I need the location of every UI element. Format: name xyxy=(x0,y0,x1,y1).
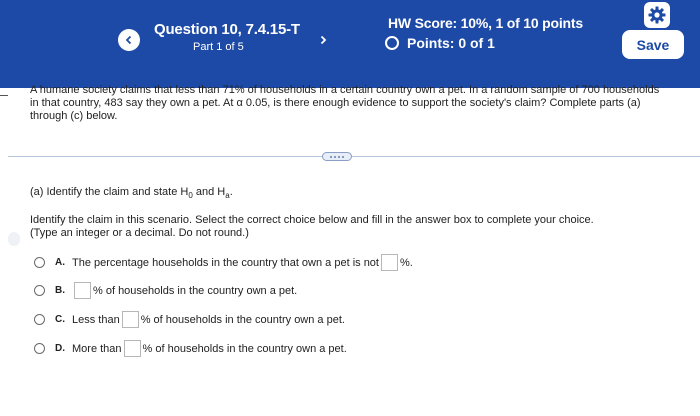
choice-c-text-after: % of households in the country own a pet. xyxy=(140,313,345,326)
next-question-button[interactable] xyxy=(312,29,334,51)
expand-more-button[interactable] xyxy=(322,152,352,161)
settings-button[interactable] xyxy=(644,2,670,28)
choice-a-text: The percentage households in the country that own a pet is not xyxy=(72,256,379,269)
choice-a-radio[interactable] xyxy=(34,257,45,268)
save-button[interactable]: Save xyxy=(622,30,684,59)
chevron-right-icon xyxy=(318,35,328,45)
choice-d[interactable] xyxy=(34,340,347,357)
part-a-text-and: and H xyxy=(192,186,226,198)
gear-icon xyxy=(647,5,667,25)
choice-c[interactable] xyxy=(34,311,345,328)
part-a-text-end: . xyxy=(229,186,233,198)
choice-d-answer-box[interactable] xyxy=(124,340,141,357)
chevron-left-icon xyxy=(124,35,134,45)
question-text-part2: 0.05, is there enough evidence to support the society's claim? Complete parts (a) through (c) below. xyxy=(30,97,641,122)
question-text xyxy=(30,84,670,123)
dot-icon xyxy=(334,156,336,158)
question-title: Question 10, 7.4.15-T xyxy=(154,21,300,38)
dot-icon xyxy=(342,156,344,158)
choice-a-letter: A. xyxy=(55,257,65,268)
choice-a[interactable] xyxy=(34,254,413,271)
choice-b[interactable] xyxy=(34,282,297,299)
choice-a-text-after: %. xyxy=(399,256,413,269)
instructions xyxy=(30,214,650,240)
choice-a-answer-box[interactable] xyxy=(381,254,398,271)
part-a-text-start: (a) Identify the claim and state H xyxy=(30,186,189,198)
hw-score: HW Score: 10%, 1 of 10 points xyxy=(388,15,583,31)
part-a-heading xyxy=(30,186,233,200)
points-status xyxy=(385,35,495,51)
side-tick xyxy=(0,95,8,96)
choice-d-radio[interactable] xyxy=(34,343,45,354)
choice-c-text: Less than xyxy=(72,313,120,326)
h0-subscript: 0 xyxy=(188,191,193,201)
choice-d-letter: D. xyxy=(55,343,65,354)
ha-subscript: a xyxy=(225,191,230,201)
choice-b-answer-box[interactable] xyxy=(74,282,91,299)
choice-b-radio[interactable] xyxy=(34,285,45,296)
part-label: Part 1 of 5 xyxy=(193,41,244,53)
choice-c-answer-box[interactable] xyxy=(122,311,139,328)
dot-icon xyxy=(338,156,340,158)
dot-icon xyxy=(330,156,332,158)
previous-question-button[interactable] xyxy=(118,29,140,51)
choice-b-letter: B. xyxy=(55,285,65,296)
question-text-part1: A humane society claims that less than 71% of households in a certain country own a pet. In a random sample of 700 households in that country, 483 say they own a pet. At α xyxy=(30,84,660,109)
section-divider xyxy=(8,156,700,157)
side-marker xyxy=(8,232,20,246)
instructions-line1: Identify the claim in this scenario. Select the correct choice below and fill in the answer box to complete your choice. xyxy=(30,214,594,226)
choice-d-text-after: % of households in the country own a pet. xyxy=(142,342,347,355)
choice-c-radio[interactable] xyxy=(34,314,45,325)
circle-icon xyxy=(385,36,399,50)
choice-d-text: More than xyxy=(72,342,122,355)
header-bar xyxy=(0,0,700,88)
choice-b-text-after: % of households in the country own a pet. xyxy=(93,284,298,297)
points-text: Points: 0 of 1 xyxy=(407,35,495,51)
instructions-line2: (Type an integer or a decimal. Do not round.) xyxy=(30,227,249,239)
choice-c-letter: C. xyxy=(55,314,65,325)
